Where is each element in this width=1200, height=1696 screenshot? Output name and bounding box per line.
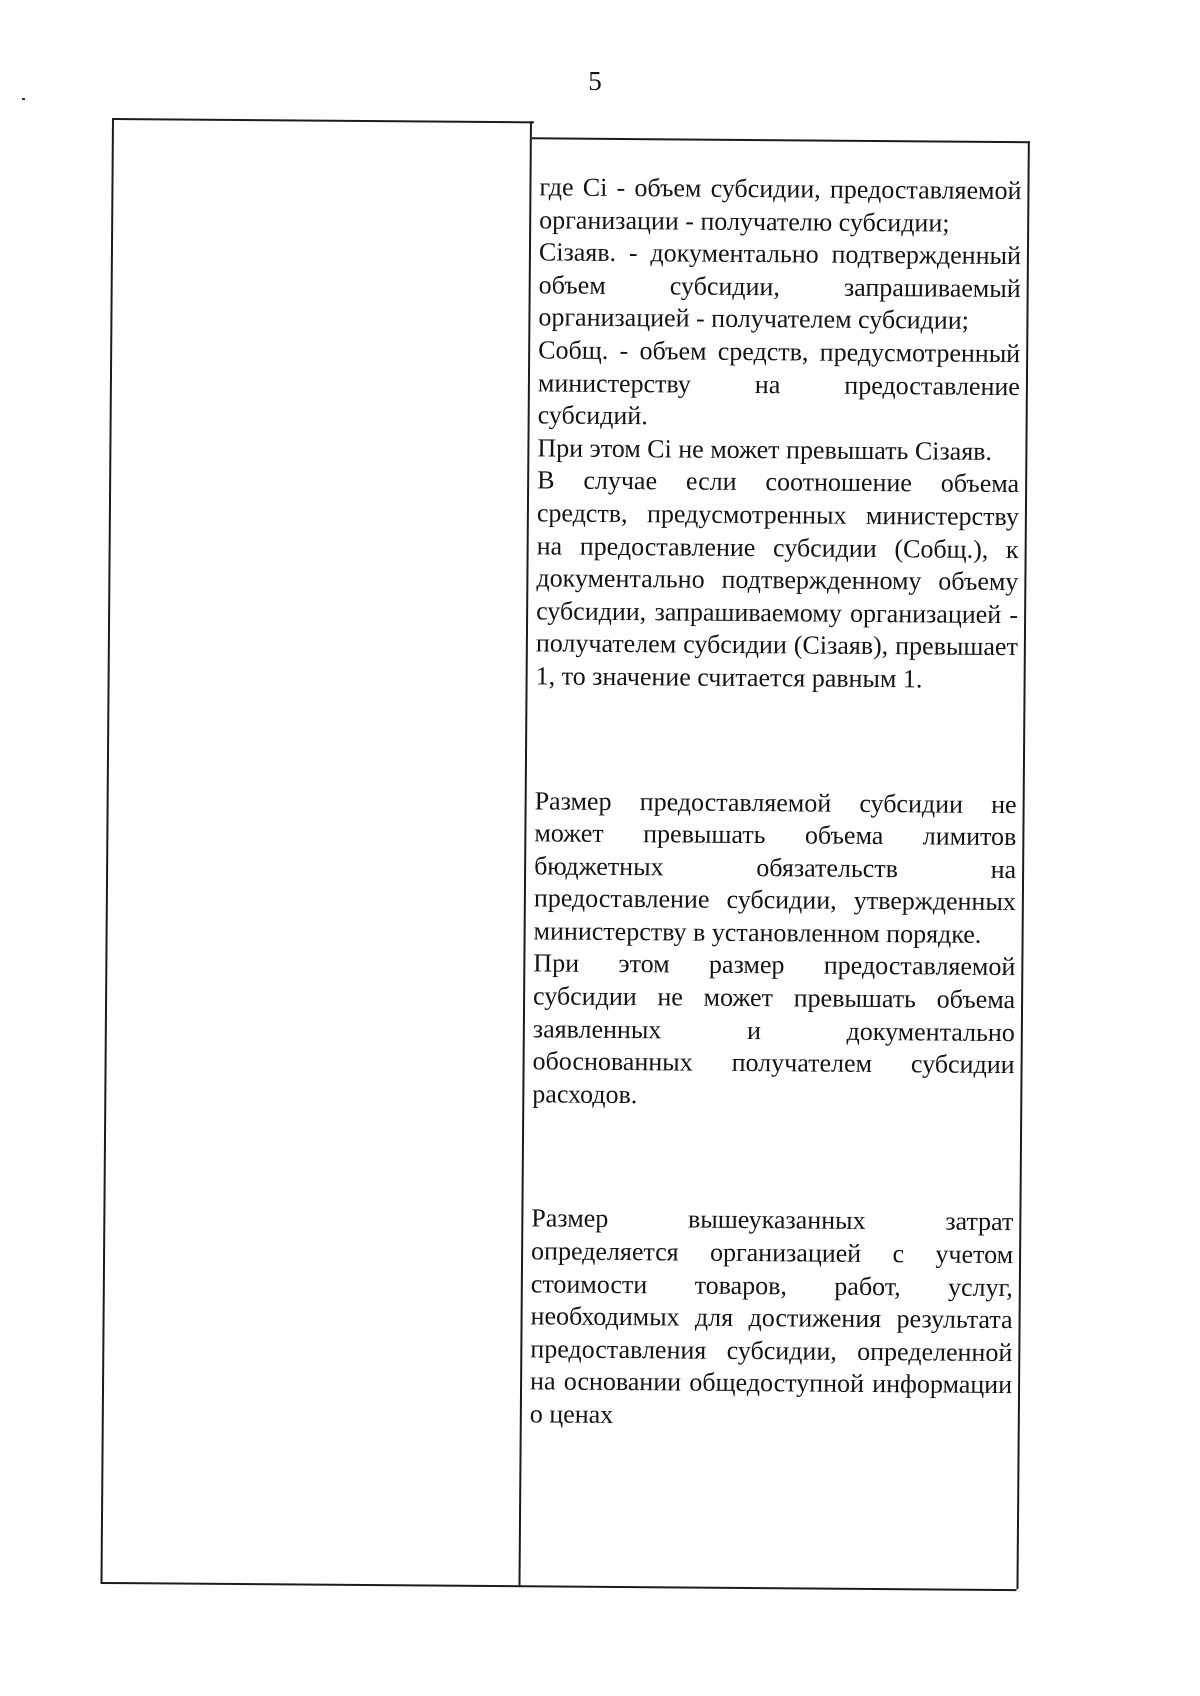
condition-ratio: В случае если соотношение объема средств, предусмотренных министерству на предоставление субсидии (Собщ.), к документально подтвержденному объему субсидии, запрашиваемому организацией - получателем субсидии (Сiзаяв), превышает 1, то значение считается равным 1. — [535, 465, 1020, 694]
scan-artifact — [22, 98, 25, 100]
definition-c-obsch: Собщ. - объем средств, предусмотренный министерству на предоставление субсидий. — [537, 335, 1021, 431]
spacer — [531, 1111, 1014, 1207]
subsidy-limit-paragraph: Размер предоставляемой субсидии не может превышать объема лимитов бюджетных обязательств на предоставление субсидии, утвержденных министерству в установленном порядке. — [533, 785, 1017, 949]
document-table — [100, 118, 1027, 1591]
condition-ci-limit: При этом Сi не может превышать Сiзаяв. — [537, 433, 993, 466]
spacer — [535, 693, 1018, 789]
definition-ci: где Сi - объем субсидии, предоставляемой организации - получателю субсидии; — [539, 172, 1022, 238]
table-right-cell — [520, 137, 1029, 1589]
definition-ci-zayav: Сiзаяв. - документально подтвержденный объем субсидии, запрашиваемый организацией - получателем субсидии; — [538, 237, 1022, 336]
subsidy-expenses-paragraph: При этом размер предоставляемой субсидии не может превышать объема заявленных и документально обоснованных получателем субсидии расходов. — [532, 948, 1016, 1109]
costs-paragraph: Размер вышеуказанных затрат определяется организацией с учетом стоимости товаров, работ, услуг, необходимых для достижения результата предоставления субсидии, определенной на основании общедоступной информации о ценах — [529, 1203, 1014, 1429]
table-left-cell — [103, 118, 532, 1585]
page-number: 5 — [588, 66, 602, 96]
